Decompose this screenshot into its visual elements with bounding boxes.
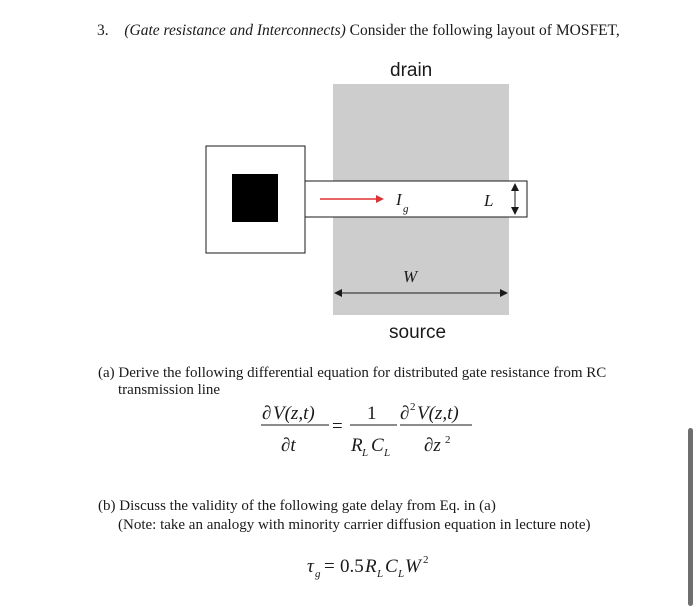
- gate-delay-equals: =: [324, 556, 335, 577]
- lhs-denominator: ∂t: [281, 435, 296, 456]
- gate-delay-c-sub: L: [398, 568, 405, 580]
- rhs-denominator: ∂z: [424, 435, 441, 456]
- gate-current-label: I: [396, 190, 402, 209]
- drain-label: drain: [390, 60, 433, 81]
- mid-den-c-sub: L: [384, 447, 391, 459]
- gate-delay-w-sup: 2: [423, 554, 429, 566]
- equals-sign: =: [332, 416, 343, 437]
- lhs-numerator: V(z,t): [273, 403, 315, 424]
- part-a-prompt-continued: transmission line: [118, 382, 221, 398]
- rhs-partial: ∂: [400, 403, 410, 424]
- tau-subscript: g: [315, 568, 321, 580]
- gate-delay-r-sub: L: [377, 568, 384, 580]
- gate-delay-c: C: [385, 556, 398, 577]
- question-number: 3.: [97, 22, 109, 39]
- source-label: source: [389, 322, 447, 343]
- question-topic: (Gate resistance and Interconnects): [124, 22, 346, 39]
- rhs-partial-sup: 2: [410, 401, 416, 413]
- mid-den-r: R: [351, 435, 363, 456]
- mid-den-c: C: [371, 435, 384, 456]
- mid-numerator: 1: [367, 403, 377, 424]
- part-b-note: (Note: take an analogy with minority carrier diffusion equation in lecture note): [118, 517, 591, 533]
- part-a-prompt: (a) Derive the following differential equation for distributed gate resistance from RC: [98, 365, 607, 381]
- mid-den-r-sub: L: [362, 447, 369, 459]
- length-label: L: [484, 191, 494, 210]
- gate-current-subscript: g: [403, 203, 409, 215]
- gate-delay-coefficient: 0.5: [340, 556, 364, 577]
- vertical-scrollbar-thumb[interactable]: [688, 428, 693, 606]
- part-b-prompt: (b) Discuss the validity of the following gate delay from Eq. in (a): [98, 498, 496, 514]
- gate-delay-w: W: [405, 556, 421, 577]
- question-prompt: Consider the following layout of MOSFET,: [345, 22, 620, 39]
- rhs-numerator: V(z,t): [417, 403, 459, 424]
- tau-symbol: τ: [307, 556, 314, 577]
- width-label: W: [403, 267, 418, 286]
- lhs-partial: ∂: [262, 403, 272, 424]
- gate-delay-r: R: [365, 556, 377, 577]
- rhs-den-sup: 2: [445, 434, 451, 446]
